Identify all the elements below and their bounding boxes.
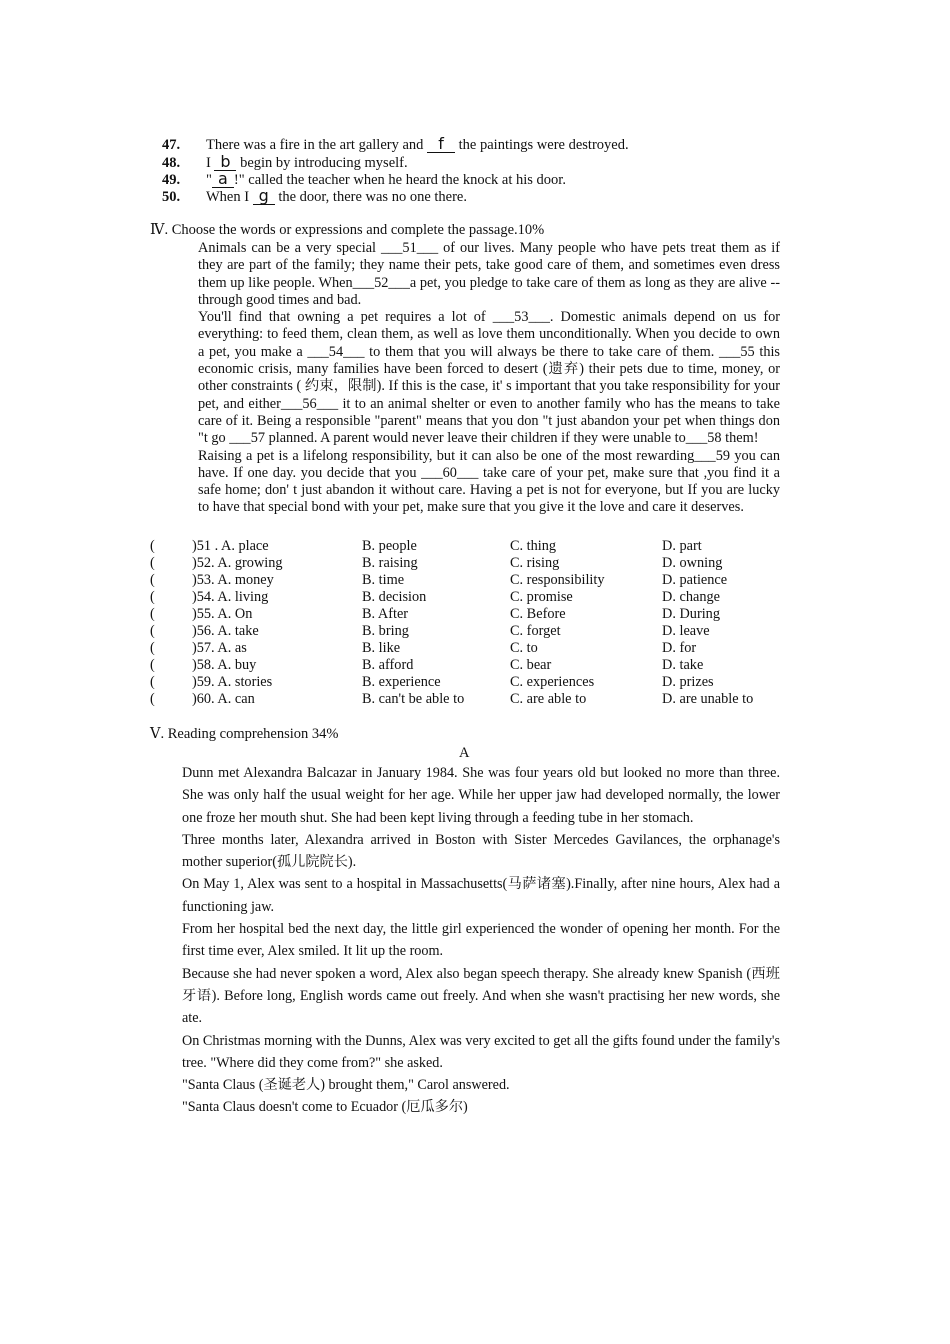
question-47	[162, 135, 629, 154]
question-number: 49.	[162, 172, 181, 188]
option-c: C. Before	[510, 606, 566, 622]
option-b: B. experience	[362, 674, 441, 690]
option-b: B. can't be able to	[362, 691, 465, 707]
option-b: B. After	[362, 606, 409, 622]
answer-paren[interactable]: (	[150, 589, 155, 605]
option-a: )53. A. money	[192, 572, 274, 588]
option-row[interactable]	[150, 606, 790, 623]
option-row[interactable]	[150, 691, 790, 708]
option-row[interactable]	[150, 657, 790, 674]
question-text: the paintings were destroyed.	[458, 137, 629, 153]
option-row[interactable]	[150, 640, 790, 657]
option-row[interactable]	[150, 555, 790, 572]
cloze-passage	[150, 240, 780, 517]
handwritten-answer[interactable]: g	[253, 187, 275, 205]
option-b: B. like	[362, 640, 401, 656]
question-number: 48.	[162, 155, 181, 171]
question-text: When I	[206, 189, 250, 205]
answer-paren[interactable]: (	[150, 640, 155, 656]
option-d: D. During	[662, 606, 720, 622]
passage-label: A	[459, 745, 470, 761]
question-text: the door, there was no one there.	[278, 189, 467, 205]
option-d: D. for	[662, 640, 697, 656]
option-d: D. part	[662, 538, 702, 554]
answer-paren[interactable]: (	[150, 674, 155, 690]
option-c: C. experiences	[510, 674, 595, 690]
option-c: C. promise	[510, 589, 573, 605]
option-d: D. patience	[662, 572, 728, 588]
option-b: B. decision	[362, 589, 427, 605]
option-a: )56. A. take	[192, 623, 259, 639]
reading-paragraph: "Santa Claus (圣诞老人) brought them," Carol answered.	[182, 1077, 510, 1094]
answer-paren[interactable]: (	[150, 555, 155, 571]
reading-paragraph: "Santa Claus doesn't come to Ecuador (厄瓜多尔)	[182, 1099, 468, 1116]
reading-paragraph: From her hospital bed the next day, the little girl experienced the wonder of opening her month. For the first time ever, Alex smiled. It lit up the room.	[182, 921, 780, 960]
reading-paragraph: Dunn met Alexandra Balcazar in January 1984. She was four years old but looked no more than three. She was only half the usual weight for her age. While her upper jaw had developed normally, the lower one froze her mouth shut. She had been kept living through a feeding tube in her stomach.	[182, 765, 780, 826]
option-a: )58. A. buy	[192, 657, 257, 673]
option-row[interactable]	[150, 589, 790, 606]
option-a: )52. A. growing	[192, 555, 283, 571]
cloze-paragraph: Animals can be a very special ___51___ of our lives. Many people who have pets treat them as if they are part of the family; they name their pets, take good care of them, and sometimes even dress them up like people. When___52___a pet, you pledge to take care of them as long as they are alive -- through good times and bad.	[198, 240, 780, 308]
question-number: 47.	[162, 137, 181, 153]
answer-paren[interactable]: (	[150, 623, 155, 639]
option-b: B. bring	[362, 623, 409, 639]
answer-paren[interactable]: (	[150, 657, 155, 673]
option-b: B. afford	[362, 657, 414, 673]
option-b: B. time	[362, 572, 405, 588]
section-title-reading: Ⅴ. Reading comprehension 34%	[150, 726, 339, 742]
option-d: D. leave	[662, 623, 710, 639]
option-d: D. owning	[662, 555, 723, 571]
option-a: )54. A. living	[192, 589, 269, 605]
option-a: )57. A. as	[192, 640, 247, 656]
question-text: "	[206, 172, 212, 188]
cloze-paragraph: You'll find that owning a pet requires a lot of ___53___. Domestic animals depend on us for everything: to feed them, clean them, as well as love them unconditionally. When you decide to own a pet, you make a ___54___ to them that you will always be there to take care of them. ___55 this economic crisis, many families have been forced to desert (遗弃) their pets due to time, money, or other constraints ( 约束，限制). If this is the case, it' s important that you take responsibility for your pet, and either___56___ it to an animal shelter or even to another family who has the means to take care of it. Being a responsible "parent" means that you don "t just abandon your pet when things don "t go ___57 planned. A parent would never leave their children if they were unable to___58 them!	[198, 309, 780, 447]
question-number: 50.	[162, 189, 181, 205]
answer-paren[interactable]: (	[150, 606, 155, 622]
section-title-cloze: Ⅳ. Choose the words or expressions and complete the passage.10%	[150, 222, 545, 238]
option-c: C. rising	[510, 555, 560, 571]
option-d: D. are unable to	[662, 691, 754, 707]
option-c: C. are able to	[510, 691, 587, 707]
question-50	[162, 187, 467, 206]
option-row[interactable]	[150, 623, 790, 640]
answer-paren[interactable]: (	[150, 538, 155, 554]
option-d: D. prizes	[662, 674, 714, 690]
reading-paragraph: Because she had never spoken a word, Alex also began speech therapy. She already knew Spanish (西班牙语). Before long, English words came out freely. And when she wasn't practising her new words, she ate.	[182, 965, 780, 1027]
handwritten-answer[interactable]: f	[427, 135, 455, 153]
question-text: begin by introducing myself.	[240, 155, 408, 171]
option-b: B. people	[362, 538, 417, 554]
option-d: D. take	[662, 657, 704, 673]
question-text: I	[206, 155, 211, 171]
option-c: C. responsibility	[510, 572, 605, 588]
option-c: C. forget	[510, 623, 561, 639]
option-a: )60. A. can	[192, 691, 255, 707]
question-text: There was a fire in the art gallery and	[206, 137, 424, 153]
option-b: B. raising	[362, 555, 418, 571]
reading-passage	[150, 762, 780, 1119]
option-row[interactable]	[150, 538, 790, 555]
option-row[interactable]	[150, 674, 790, 691]
question-text: !" called the teacher when he heard the knock at his door.	[233, 172, 566, 188]
handwritten-answer[interactable]: a	[212, 170, 234, 188]
option-d: D. change	[662, 589, 720, 605]
answer-paren[interactable]: (	[150, 691, 155, 707]
reading-paragraph: On May 1, Alex was sent to a hospital in Massachusetts(马萨诸塞).Finally, after nine hours, Alex had a functioning jaw.	[182, 876, 780, 915]
option-a: )55. A. On	[192, 606, 253, 622]
option-a: )51 . A. place	[192, 538, 269, 554]
reading-paragraph: On Christmas morning with the Dunns, Alex was very excited to get all the gifts found under the family's tree. "Where did they come from?" she asked.	[182, 1032, 780, 1071]
option-row[interactable]	[150, 572, 790, 589]
cloze-paragraph: Raising a pet is a lifelong responsibility, but it can also be one of the most rewarding___59 you can have. If one day. you decide that you ___60___ take care of your pet, make sure that ,you find it a safe home; don' t just abandon it without care. Having a pet is not for everyone, but If you are lucky to have that special bond with your pet, make sure that you give it the love and care it deserves.	[198, 447, 780, 516]
answer-paren[interactable]: (	[150, 572, 155, 588]
option-a: )59. A. stories	[192, 674, 273, 690]
option-c: C. bear	[510, 657, 552, 673]
reading-paragraph: Three months later, Alexandra arrived in Boston with Sister Mercedes Gavilances, the orphanage's mother superior(孤儿院院长).	[182, 831, 780, 871]
handwritten-answer[interactable]: b	[214, 153, 236, 171]
option-c: C. thing	[510, 538, 557, 554]
option-c: C. to	[510, 640, 538, 656]
